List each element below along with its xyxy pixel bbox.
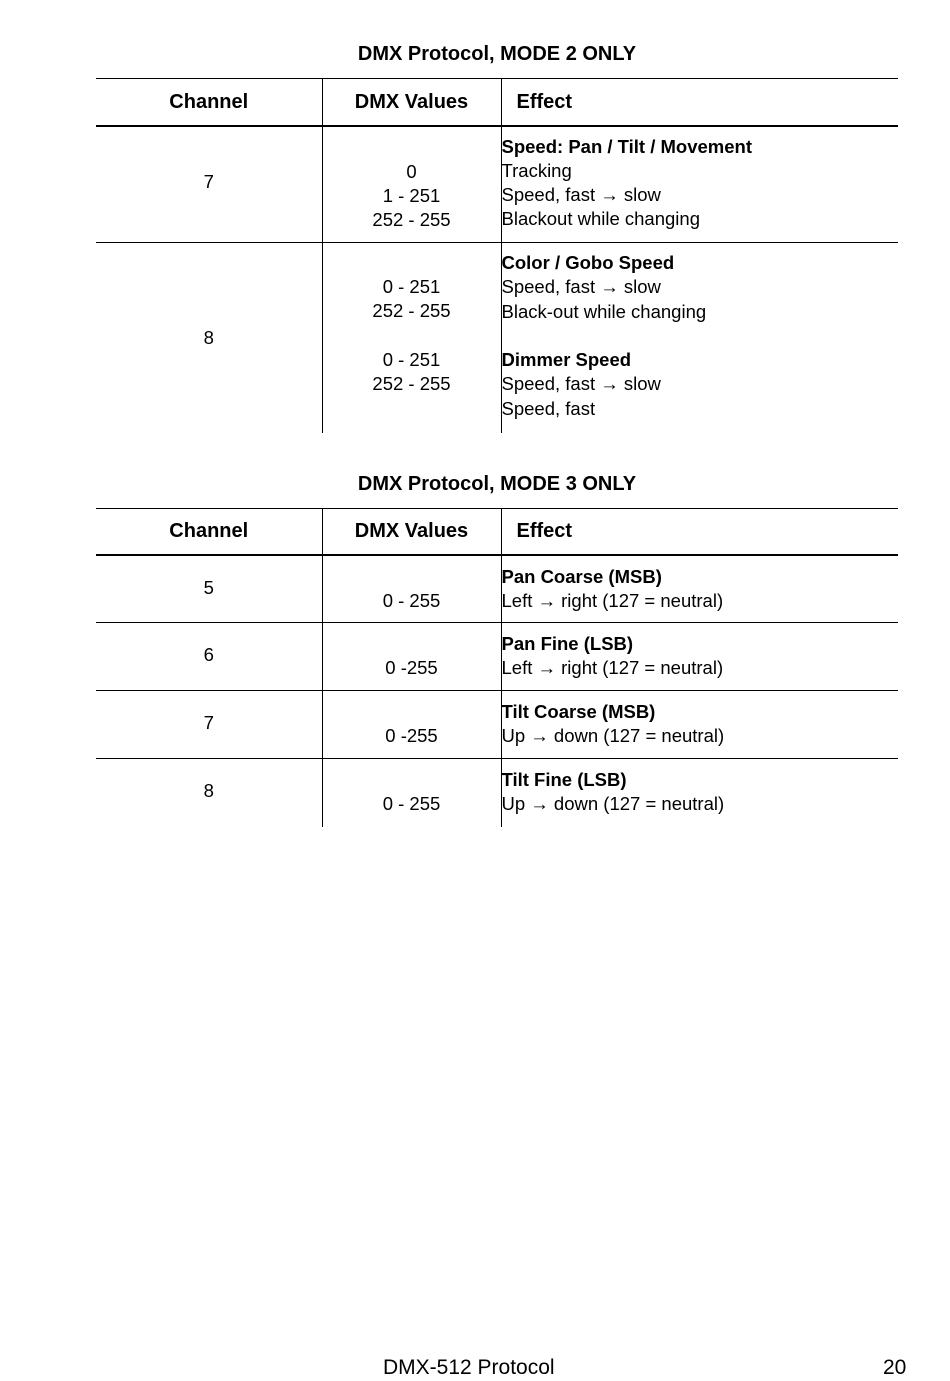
effect-description: Black-out while changing bbox=[501, 300, 707, 322]
table-row bbox=[96, 759, 898, 827]
table-row bbox=[96, 623, 898, 691]
dmx-value: 0 - 251 bbox=[382, 348, 441, 370]
dmx-value: 0 - 255 bbox=[382, 589, 441, 611]
effect-description: Speed, fast → slow bbox=[501, 276, 661, 298]
mode2-header-dmx-values: DMX Values bbox=[322, 79, 501, 126]
dmx-value: 252 - 255 bbox=[372, 300, 451, 322]
mode3-header-channel: Channel bbox=[96, 509, 322, 555]
table-row bbox=[96, 243, 898, 433]
effect-heading: Pan Fine (LSB) bbox=[501, 633, 634, 654]
mode3-header-effect: Effect bbox=[501, 509, 898, 555]
effect-heading: Speed: Pan / Tilt / Movement bbox=[501, 135, 752, 157]
effect-heading: Dimmer Speed bbox=[501, 349, 632, 371]
table-row bbox=[96, 691, 898, 759]
channel-number: 5 bbox=[203, 576, 214, 598]
channel-number: 8 bbox=[203, 326, 214, 348]
mode3-title: DMX Protocol, MODE 3 ONLY bbox=[357, 473, 637, 495]
table-row bbox=[96, 126, 898, 243]
effect-description: Tracking bbox=[501, 159, 572, 181]
page-number: 20 bbox=[883, 1356, 907, 1379]
dmx-value: 0 -255 bbox=[385, 725, 438, 746]
effect-description: Up → down (127 = neutral) bbox=[501, 793, 725, 815]
effect-description: Left → right (127 = neutral) bbox=[501, 657, 724, 679]
effect-heading: Color / Gobo Speed bbox=[501, 252, 675, 273]
effect-description: Speed, fast bbox=[501, 397, 596, 419]
effect-description: Speed, fast → slow bbox=[501, 373, 661, 395]
effect-description: Left → right (127 = neutral) bbox=[501, 589, 724, 611]
channel-number: 7 bbox=[203, 171, 214, 193]
mode2-header-effect: Effect bbox=[501, 79, 898, 126]
mode3-header-dmx-values: DMX Values bbox=[322, 509, 501, 555]
channel-number: 8 bbox=[203, 780, 214, 801]
effect-heading: Tilt Coarse (MSB) bbox=[501, 701, 656, 722]
effect-description: Speed, fast → slow bbox=[501, 184, 661, 206]
dmx-value: 0 - 255 bbox=[382, 793, 441, 814]
dmx-value: 1 - 251 bbox=[382, 184, 441, 206]
channel-number: 7 bbox=[203, 712, 214, 733]
channel-number: 6 bbox=[203, 644, 214, 665]
mode2-table bbox=[96, 78, 898, 433]
effect-heading: Pan Coarse (MSB) bbox=[501, 565, 662, 587]
dmx-value: 0 - 251 bbox=[382, 276, 441, 297]
dmx-value: 252 - 255 bbox=[372, 209, 451, 231]
mode3-table bbox=[96, 508, 898, 827]
dmx-value: 0 -255 bbox=[385, 657, 438, 678]
mode2-header-channel: Channel bbox=[96, 79, 322, 126]
dmx-value: 252 - 255 bbox=[372, 373, 451, 395]
dmx-value: 0 bbox=[406, 160, 417, 182]
effect-heading: Tilt Fine (LSB) bbox=[501, 769, 627, 790]
effect-description: Up → down (127 = neutral) bbox=[501, 725, 725, 747]
table-row bbox=[96, 555, 898, 623]
footer-title: DMX-512 Protocol bbox=[383, 1356, 555, 1379]
mode2-title: DMX Protocol, MODE 2 ONLY bbox=[357, 43, 637, 65]
effect-description: Blackout while changing bbox=[501, 208, 700, 230]
